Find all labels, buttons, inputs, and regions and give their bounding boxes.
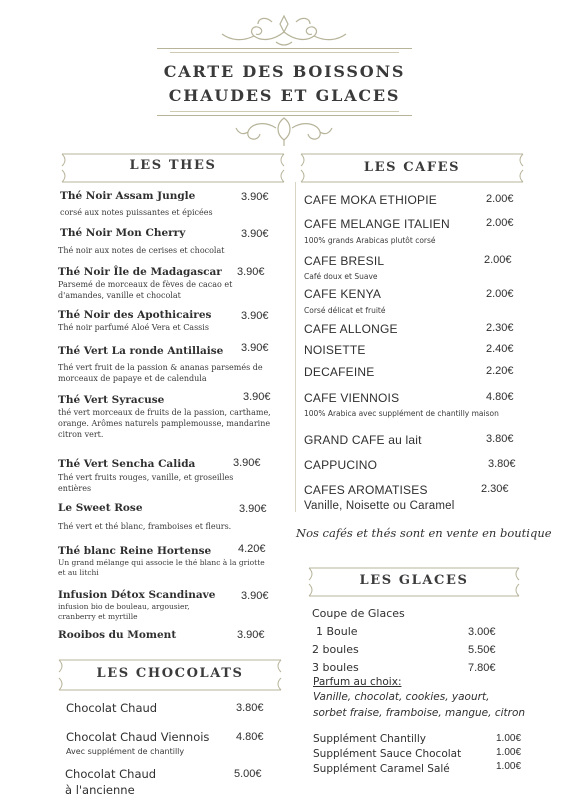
chocolat-item-desc: Avec supplément de chantilly (66, 747, 185, 756)
cafe-item-name: CAFE ALLONGE (304, 322, 398, 336)
cafe-item-price: 3.80€ (486, 433, 514, 445)
cafe-item-name: CAFE MELANGE ITALIEN (304, 217, 450, 231)
cafe-item-desc: Vanille, Noisette ou Caramel (304, 500, 455, 512)
title-line-2: CHAUDES ET GLACES (168, 86, 401, 105)
glaces-parfum-label: Parfum au choix: (313, 676, 402, 688)
the-item-desc: Thé vert et thé blanc, framboises et fleurs. (58, 522, 232, 531)
the-item-desc: Parsemé de morceaux de fèves de cacao et d'amandes, vanille et chocolat (58, 280, 233, 300)
the-item-price: 3.90€ (239, 503, 267, 515)
boutique-note: Nos cafés et thés sont en vente en boutique (296, 526, 552, 540)
chocolat-item-price: 4.80€ (236, 731, 264, 743)
the-item-desc: Thé noir aux notes de cerises et chocolat (58, 246, 225, 255)
cafe-item-price: 4.80€ (486, 391, 514, 403)
title-top-rule (157, 48, 412, 49)
cafe-item-price: 2.00€ (486, 217, 514, 229)
cafe-item-price: 2.30€ (486, 322, 514, 334)
top-flourish-ornament (214, 12, 354, 52)
the-item-price: 3.90€ (243, 391, 271, 403)
glaces-heading: LES GLACES (359, 573, 469, 588)
the-item-name: Thé blanc Reine Hortense (58, 545, 212, 557)
the-item-name: Thé Noir Assam Jungle (60, 190, 196, 202)
the-item-price: 3.90€ (241, 191, 269, 203)
cafe-item-desc: 100% grands Arabicas plutôt corsé (304, 236, 436, 245)
the-item-price: 3.90€ (241, 310, 269, 322)
the-item-desc: infusion bio de bouleau, argousier, cranberry et myrtille (58, 602, 190, 621)
glaces-boule-label: 2 boules (312, 643, 359, 656)
title-top-rule-thin (170, 52, 399, 53)
the-item-name: Thé Vert Syracuse (58, 394, 165, 406)
the-item-name: Thé Noir Mon Cherry (60, 227, 186, 239)
the-item-price: 3.90€ (233, 457, 261, 469)
glaces-supplement-label: Supplément Chantilly (313, 733, 426, 745)
glaces-supplement-label: Supplément Sauce Chocolat (313, 748, 462, 760)
glaces-supplement-price: 1.00€ (496, 761, 522, 772)
chocolat-item-price: 5.00€ (234, 768, 262, 780)
the-item-desc: corsé aux notes puissantes et épicées (60, 208, 213, 217)
the-item-price: 3.90€ (237, 266, 265, 278)
cafe-item-desc: 100% Arabica avec supplément de chantilly maison (304, 409, 499, 418)
column-divider (295, 182, 296, 512)
cafe-item-name: NOISETTE (304, 343, 366, 357)
cafe-item-price: 2.30€ (481, 483, 509, 495)
glaces-boule-label: 1 Boule (316, 625, 358, 638)
chocolat-item-name: Chocolat Chaud (66, 701, 158, 715)
cafe-item-name: DECAFEINE (304, 365, 375, 379)
glaces-coupe-label: Coupe de Glaces (312, 607, 405, 620)
bottom-flourish-ornament (234, 116, 334, 148)
cafe-item-price: 2.00€ (484, 254, 512, 266)
cafe-item-name: CAPPUCINO (304, 458, 378, 472)
the-item-price: 3.90€ (241, 590, 269, 602)
cafe-item-name: CAFE MOKA ETHIOPIE (304, 193, 437, 207)
glaces-supplement-label: Supplément Caramel Salé (313, 763, 450, 775)
cafe-item-price: 3.80€ (488, 458, 516, 470)
title-bottom-rule-thin (170, 111, 399, 112)
cafe-item-desc: Corsé délicat et fruité (304, 306, 386, 315)
chocolats-heading: LES CHOCOLATS (96, 666, 244, 681)
title-line-1: CARTE DES BOISSONS (163, 62, 406, 81)
the-item-name: Le Sweet Rose (58, 502, 143, 514)
cafe-item-price: 2.20€ (486, 365, 514, 377)
the-item-price: 4.20€ (238, 543, 266, 555)
cafe-item-name: CAFE VIENNOIS (304, 391, 400, 405)
chocolat-item-name: Chocolat Chaud (65, 767, 157, 781)
the-item-name: Rooibos du Moment (58, 629, 177, 641)
thes-heading: LES THES (129, 158, 217, 173)
glaces-boule-price: 5.50€ (468, 644, 496, 656)
the-item-desc: Un grand mélange qui associe le thé blanc à la griotte et au litchi (58, 558, 265, 577)
cafe-item-name: CAFE KENYA (304, 287, 382, 301)
the-item-price: 3.90€ (241, 342, 269, 354)
glaces-boule-price: 7.80€ (468, 662, 496, 674)
the-item-desc: Thé vert fruit de la passion & ananas parsemés de morceaux de papaye et de calendula (58, 363, 263, 383)
the-item-price: 3.90€ (237, 629, 265, 641)
cafe-item-name: GRAND CAFE au lait (304, 433, 422, 447)
cafe-item-price: 2.00€ (486, 193, 514, 205)
glaces-boule-price: 3.00€ (468, 626, 496, 638)
the-item-name: Thé Vert Sencha Calida (58, 458, 196, 470)
the-item-desc: Thé vert fruits rouges, vanille, et groseilles entières (58, 473, 234, 493)
cafe-item-desc: Café doux et Suave (304, 272, 378, 281)
glaces-boule-label: 3 boules (312, 661, 359, 674)
glaces-parfum-line: Vanille, chocolat, cookies, yaourt, (313, 691, 490, 703)
cafe-item-name: CAFES AROMATISES (304, 483, 428, 497)
chocolat-item-name: Chocolat Chaud Viennois (66, 730, 210, 744)
menu-title (0, 60, 569, 108)
chocolat-item-price: 3.80€ (236, 702, 264, 714)
chocolat-item-name-2: à l'ancienne (65, 783, 135, 797)
cafes-heading: LES CAFES (363, 160, 461, 175)
the-item-price: 3.90€ (241, 228, 269, 240)
the-item-desc: thé vert morceaux de fruits de la passion, carthame, orange. Arômes naturels pamplemousse, mandarine citron vert. (58, 408, 271, 439)
the-item-name: Thé Noir Île de Madagascar (58, 266, 222, 278)
cafe-item-name: CAFE BRESIL (304, 254, 385, 268)
glaces-parfum-line: sorbet fraise, framboise, mangue, citron (313, 707, 526, 719)
glaces-supplement-price: 1.00€ (496, 747, 522, 758)
cafe-item-price: 2.00€ (486, 288, 514, 300)
the-item-name: Infusion Détox Scandinave (58, 589, 216, 601)
glaces-supplement-price: 1.00€ (496, 733, 522, 744)
the-item-desc: Thé noir parfumé Aloé Vera et Cassis (58, 323, 209, 332)
cafe-item-price: 2.40€ (486, 343, 514, 355)
the-item-name: Thé Noir des Apothicaires (58, 309, 212, 321)
the-item-name: Thé Vert La ronde Antillaise (58, 345, 224, 357)
